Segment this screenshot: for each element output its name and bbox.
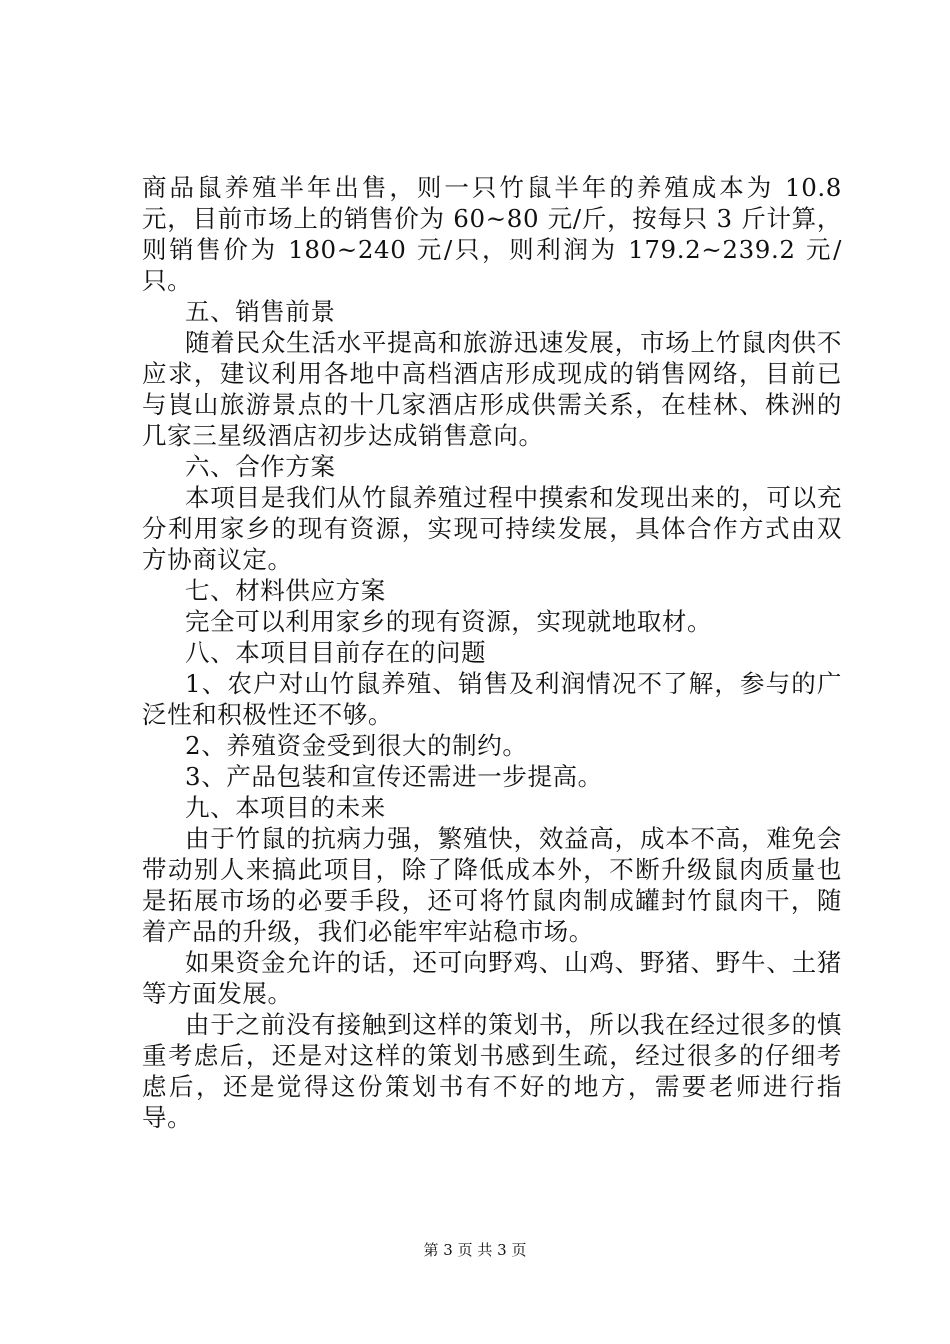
heading-sales-outlook: 五、销售前景 [185,297,336,326]
paragraph-material-supply: 完全可以利用家乡的现有资源，实现就地取材。 [185,607,713,636]
heading-project-future: 九、本项目的未来 [185,793,386,822]
paragraph-project-future: 由于竹鼠的抗病力强，繁殖快，效益高，成本不高，难免会带动别人来搞此项目，除了降低成本外，不断升级鼠肉质量也是拓展市场的必要手段，还可将竹鼠肉制成罐封竹鼠肉干，随着产品的升级，我们必能牢牢站稳市场。 [142,824,842,946]
problem-item-2: 2、养殖资金受到很大的制约。 [185,731,528,760]
heading-cooperation-plan: 六、合作方案 [185,452,336,481]
paragraph-expansion: 如果资金允许的话，还可向野鸡、山鸡、野猪、野牛、土猪等方面发展。 [142,948,842,1008]
paragraph-cost-analysis: 商品鼠养殖半年出售，则一只竹鼠半年的养殖成本为 10.8 元，目前市场上的销售价为 60~80 元/斤，按每只 3 斤计算，则销售价为 180~240 元/只，则利润为 179.2~239.2 元/只。 [142,173,842,295]
paragraph-sales-outlook: 随着民众生活水平提高和旅游迅速发展，市场上竹鼠肉供不应求，建议利用各地中高档酒店形成现成的销售网络，目前已与崀山旅游景点的十几家酒店形成供需关系，在桂林、株洲的几家三星级酒店初步达成销售意向。 [142,328,842,450]
heading-material-supply: 七、材料供应方案 [185,576,386,605]
problem-item-1: 1、农户对山竹鼠养殖、销售及利润情况不了解，参与的广泛性和积极性还不够。 [142,669,842,729]
heading-current-problems: 八、本项目目前存在的问题 [185,638,487,667]
document-body [142,172,842,1133]
page-number-footer: 第 3 页 共 3 页 [423,1241,527,1259]
paragraph-cooperation-plan: 本项目是我们从竹鼠养殖过程中摸索和发现出来的，可以充分利用家乡的现有资源，实现可持续发展，具体合作方式由双方协商议定。 [142,483,842,574]
paragraph-closing-remarks: 由于之前没有接触到这样的策划书，所以我在经过很多的慎重考虑后，还是对这样的策划书感到生疏，经过很多的仔细考虑后，还是觉得这份策划书有不好的地方，需要老师进行指导。 [142,1010,842,1132]
problem-item-3: 3、产品包装和宣传还需进一步提高。 [185,762,603,791]
